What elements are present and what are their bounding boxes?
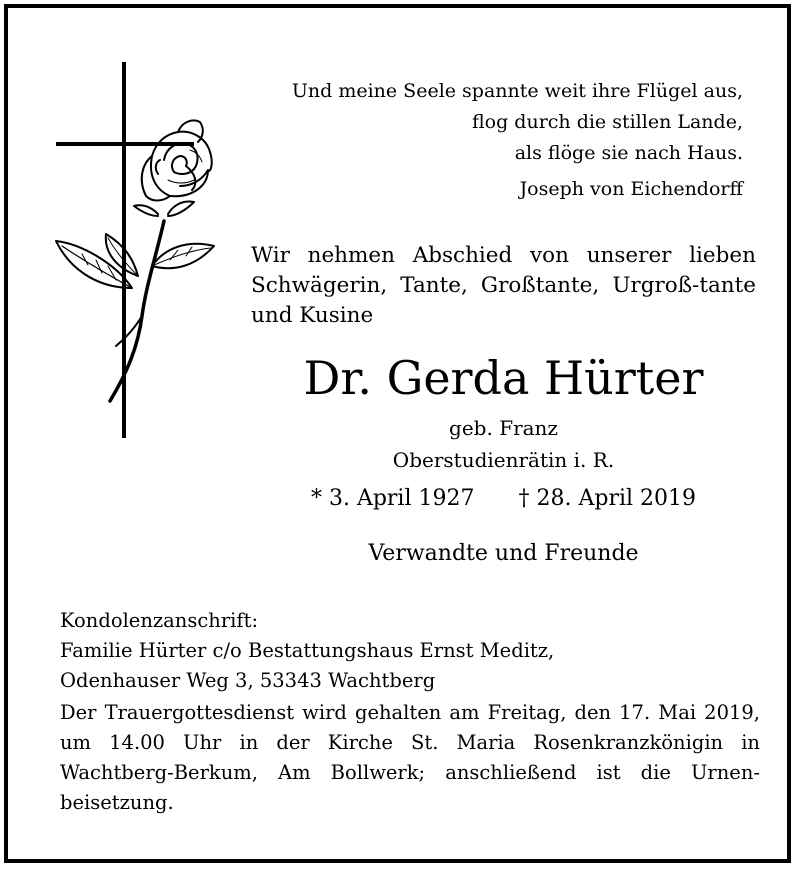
- condolence-address: [60, 606, 760, 696]
- life-dates: [251, 483, 756, 515]
- signatories: Verwandte und Freunde: [368, 541, 639, 566]
- farewell-text: Wir nehmen Abschied von unserer lieben Schwägerin, Tante, Großtante, Urgroß-tante und Kusine: [251, 243, 756, 328]
- condolence-line: Familie Hürter c/o Bestattungshaus Ernst Meditz,: [60, 639, 555, 662]
- birth-date: * 3. April 1927: [310, 486, 475, 511]
- service-notice: Der Trauergottesdienst wird gehalten am Freitag, den 17. Mai 2019, um 14.00 Uhr in der Kirche St. Maria Rosenkranzkönigin in Wachtberg-Berkum, Am Bollwerk; anschließend ist die Urnen-beisetzung.: [60, 701, 760, 814]
- professional-title: Oberstudienrätin i. R.: [392, 448, 615, 472]
- obituary-notice: [4, 4, 791, 863]
- deceased-name: Dr. Gerda Hürter: [303, 351, 704, 405]
- poem-line: flog durch die stillen Lande,: [471, 111, 743, 133]
- poem-line: Und meine Seele spannte weit ihre Flügel aus,: [291, 80, 743, 102]
- poem-line: als flöge sie nach Haus.: [514, 142, 743, 164]
- condolence-label: Kondolenzanschrift:: [60, 609, 259, 632]
- poem: [183, 76, 743, 205]
- maiden-name: geb. Franz: [449, 416, 558, 440]
- poem-author: Joseph von Eichendorff: [519, 178, 743, 200]
- death-date: † 28. April 2019: [518, 486, 697, 511]
- condolence-line: Odenhauser Weg 3, 53343 Wachtberg: [60, 669, 436, 692]
